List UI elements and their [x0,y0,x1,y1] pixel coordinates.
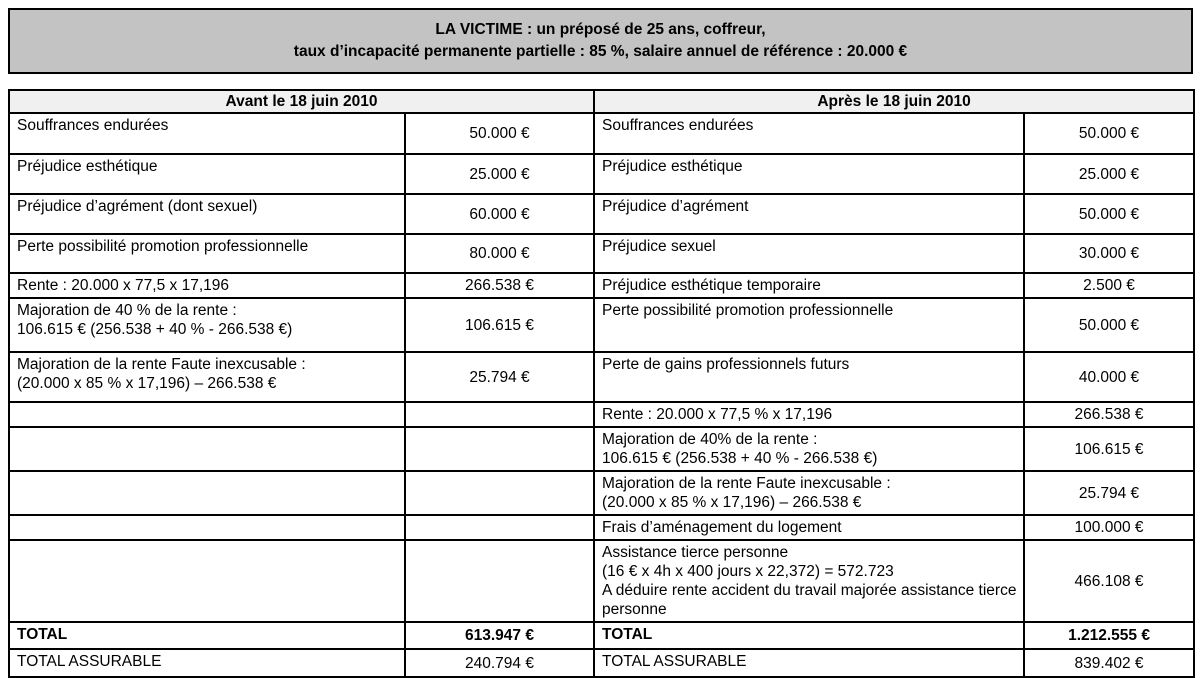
left-amount-cell [405,540,594,622]
right-amount-cell: 25.794 € [1024,471,1194,515]
left-label-cell [9,471,405,515]
table-row [9,649,1194,677]
left-amount-cell: 25.794 € [405,352,594,402]
label-line: Perte de gains professionnels futurs [602,356,850,373]
left-amount-cell: 50.000 € [405,113,594,154]
label-line: (16 € x 4h x 400 jours x 22,372) = 572.723 [602,563,894,580]
label-line: Préjudice d’agrément (dont sexuel) [17,198,258,215]
label-line: Perte possibilité promotion professionnelle [602,302,894,319]
table-row [9,515,1194,540]
left-label-cell [9,427,405,471]
left-label-cell [9,515,405,540]
right-label-cell [594,515,1024,540]
right-label-cell [594,622,1024,649]
label-line: 106.615 € (256.538 + 40 % - 266.538 €) [17,321,293,338]
right-label-cell [594,273,1024,298]
table-row [9,622,1194,649]
left-amount-cell: 106.615 € [405,298,594,352]
left-amount-cell [405,471,594,515]
right-amount-cell: 1.212.555 € [1024,622,1194,649]
right-amount-cell: 25.000 € [1024,154,1194,194]
label-line: Majoration de la rente Faute inexcusable : [17,356,306,373]
label-line: Préjudice esthétique [602,158,743,175]
label-line: (20.000 x 85 % x 17,196) – 266.538 € [602,494,862,511]
label-line: Assistance tierce personne [602,544,789,561]
left-label-cell [9,352,405,402]
left-amount-cell [405,427,594,471]
left-amount-cell: 240.794 € [405,649,594,677]
table-row [9,234,1194,273]
label-line: Préjudice esthétique [17,158,158,175]
banner-line-2: taux d’incapacité permanente partielle : 85 %, salaire annuel de référence : 20.000 € [293,43,908,60]
label-line: TOTAL [17,626,68,643]
right-label-cell [594,471,1024,515]
right-amount-cell: 2.500 € [1024,273,1194,298]
label-line: Souffrances endurées [17,117,169,134]
right-label-cell [594,352,1024,402]
right-label-cell [594,540,1024,622]
left-amount-cell [405,515,594,540]
right-amount-cell: 466.108 € [1024,540,1194,622]
label-line: Rente : 20.000 x 77,5 x 17,196 [17,277,229,294]
table-row [9,352,1194,402]
label-line: TOTAL ASSURABLE [602,653,747,670]
label-line: Majoration de 40 % de la rente : [17,302,237,319]
table-row [9,540,1194,622]
table-row [9,113,1194,154]
left-label-cell [9,622,405,649]
label-line: Perte possibilité promotion professionnelle [17,238,309,255]
label-line: A déduire rente accident du travail majorée assistance tierce personne [602,582,1017,618]
left-amount-cell [405,402,594,427]
left-amount-cell: 613.947 € [405,622,594,649]
label-line: TOTAL ASSURABLE [17,653,162,670]
left-label-cell [9,298,405,352]
table-row [9,402,1194,427]
left-label-cell [9,402,405,427]
right-label-cell [594,402,1024,427]
label-line: Souffrances endurées [602,117,754,134]
right-amount-cell: 100.000 € [1024,515,1194,540]
right-amount-cell: 30.000 € [1024,234,1194,273]
compensation-table [8,89,1195,678]
label-line: Rente : 20.000 x 77,5 % x 17,196 [602,406,833,423]
banner-line-1: LA VICTIME : un préposé de 25 ans, coffreur, [435,21,766,38]
right-label-cell [594,194,1024,234]
label-line: Majoration de 40% de la rente : [602,431,818,448]
left-label-cell [9,154,405,194]
right-label-cell [594,649,1024,677]
label-line: Préjudice esthétique temporaire [602,277,821,294]
left-amount-cell: 60.000 € [405,194,594,234]
label-line: Préjudice sexuel [602,238,716,255]
period-header-row [9,90,1194,113]
left-label-cell [9,194,405,234]
right-amount-cell: 50.000 € [1024,194,1194,234]
left-label-cell [9,234,405,273]
label-line: (20.000 x 85 % x 17,196) – 266.538 € [17,375,277,392]
left-amount-cell: 80.000 € [405,234,594,273]
table-row [9,427,1194,471]
right-amount-cell: 106.615 € [1024,427,1194,471]
right-amount-cell: 40.000 € [1024,352,1194,402]
victim-banner [8,8,1193,74]
right-amount-cell: 266.538 € [1024,402,1194,427]
right-amount-cell: 50.000 € [1024,113,1194,154]
right-amount-cell: 839.402 € [1024,649,1194,677]
label-line: Frais d’aménagement du logement [602,519,842,536]
label-line: TOTAL [602,626,653,643]
column-header-apres: Après le 18 juin 2010 [594,90,1194,113]
right-label-cell [594,154,1024,194]
right-label-cell [594,298,1024,352]
table-row [9,154,1194,194]
left-label-cell [9,540,405,622]
table-row [9,194,1194,234]
table-row [9,471,1194,515]
left-label-cell [9,113,405,154]
left-label-cell [9,273,405,298]
left-amount-cell: 266.538 € [405,273,594,298]
left-amount-cell: 25.000 € [405,154,594,194]
label-line: Préjudice d’agrément [602,198,749,215]
label-line: Majoration de la rente Faute inexcusable : [602,475,891,492]
right-label-cell [594,427,1024,471]
table-row [9,298,1194,352]
right-amount-cell: 50.000 € [1024,298,1194,352]
left-label-cell [9,649,405,677]
table-body [9,113,1194,677]
column-header-avant: Avant le 18 juin 2010 [9,90,594,113]
table-row [9,273,1194,298]
right-label-cell [594,113,1024,154]
label-line: 106.615 € (256.538 + 40 % - 266.538 €) [602,450,878,467]
right-label-cell [594,234,1024,273]
